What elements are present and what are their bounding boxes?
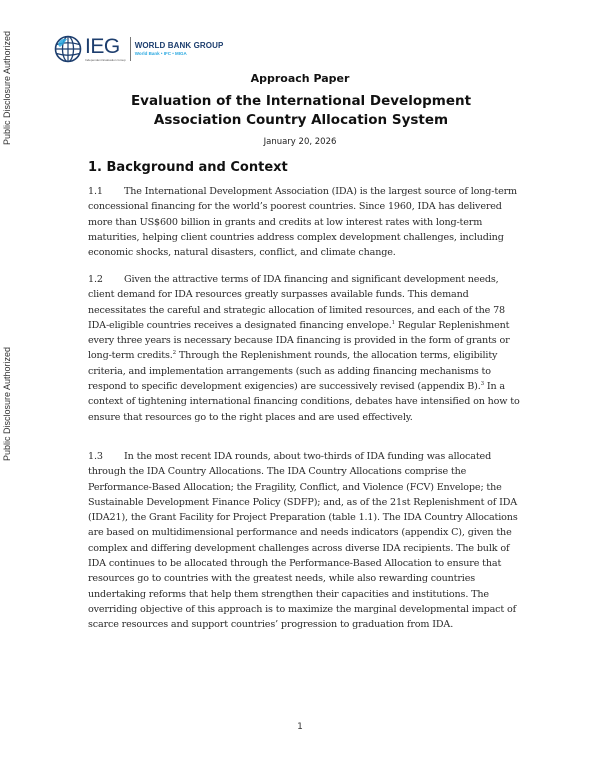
document-title: Evaluation of the International Development Association Country Allocation System: [130, 93, 472, 128]
paragraph-text: Given the attractive terms of IDA financing and significant development needs, client demand for IDA resources greatly surpasses available funds. This demand necessitates the careful and strategic allocation of limited resources, and each of the 78 IDA-eligible countries receives a designated financing envelope.: [88, 274, 505, 331]
ieg-wbg-logo: [54, 34, 223, 64]
paragraph-body: [88, 274, 520, 423]
paragraph-text: In the most recent IDA rounds, about two-thirds of IDA funding was allocated through the IDA Country Allocations. The IDA Country Allocations comprise the Performance-Based Allocation; the Fragility, Conflict, and Violence (FCV) Envelope; the Sustainable Development Finance Policy (SDFP); and, as of the 21st Replenishment of IDA (IDA21), the Grant Facility for Project Preparation (table 1.1). The IDA Country Allocations are based on multidimensional performance and needs indicators (appendix C), given the complex and differing development challenges across diverse IDA recipients. The bulk of IDA continues to be allocated through the Performance-Based Allocation to ensure that resources go to countries with the greatest needs, while also rewarding countries undertaking reforms that help them strengthen their capacities and institutions. The overriding objective of this approach is to maximize the marginal developmental impact of scarce resources and support countries’ progression to graduation from IDA.: [88, 451, 518, 631]
document-date: January 20, 2026: [263, 137, 337, 147]
paragraph-text: The International Development Association (IDA) is the largest source of long-term concessional financing for the world’s poorest countries. Since 1960, IDA has delivered more than US$600 billion in grants and credits at low interest rates with long-term maturities, helping client countries address complex development challenges, including economic shocks, natural disasters, conflict, and climate change.: [88, 186, 517, 259]
page-number: 1: [297, 722, 303, 732]
paragraph-1-1: [88, 184, 524, 260]
wbg-wordmark: WORLD BANK GROUP: [134, 41, 224, 50]
footnote-reference[interactable]: 3: [480, 381, 484, 388]
paragraph-body: [88, 186, 517, 258]
disclosure-label-top: Public Disclosure Authorized: [2, 30, 12, 146]
paragraph-body: [88, 451, 518, 630]
paragraph-text: Through the Replenishment rounds, the allocation terms, eligibility criteria, and implementation arrangements (such as adding financing mechanisms to respond to specific development exigencies) are successively revised (appendix B).: [88, 350, 498, 393]
paragraph-1-3: [88, 449, 524, 633]
ieg-wordmark: IEG: [85, 34, 120, 58]
disclosure-label-middle: Public Disclosure Authorized: [2, 346, 12, 461]
paragraph-text: Regular Replenishment every three years is necessary because IDA financing is provided in the form of grants or long-term credits.: [88, 319, 510, 362]
paragraph-number: 1.2: [88, 274, 103, 285]
footnote-reference[interactable]: 2: [172, 350, 177, 357]
paragraph-number: 1.1: [88, 186, 103, 197]
globe-icon: [54, 35, 82, 63]
footnote-reference[interactable]: 1: [391, 319, 396, 326]
document-type: Approach Paper: [250, 72, 350, 85]
logo-divider: [130, 37, 131, 61]
paragraph-text: In a context of tightening international financing conditions, debates have intensified on how to ensure that resources go to the right places and are used effectively.: [88, 381, 520, 423]
paragraph-1-2: [88, 272, 524, 425]
paragraph-number: 1.3: [88, 451, 103, 462]
wbg-subtitle: World Bank • IFC • MIGA: [134, 51, 187, 56]
ieg-subtitle: Independent Evaluation Group: [85, 57, 126, 62]
section-heading: 1. Background and Context: [88, 160, 288, 175]
